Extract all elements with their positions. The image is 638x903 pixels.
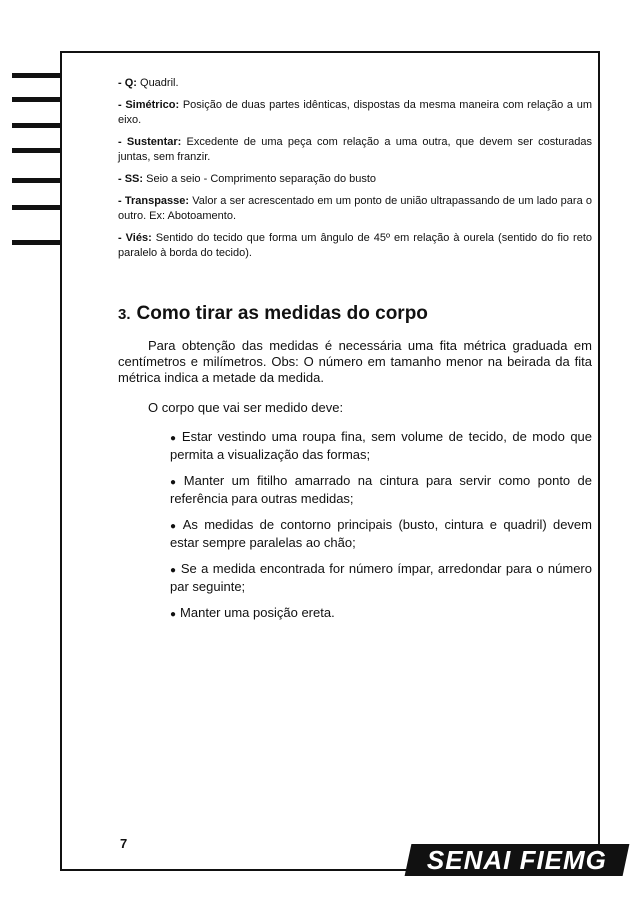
bullet-icon: ● xyxy=(170,433,178,444)
definition-text: Sentido do tecido que forma um ângulo de 45º em relação à ourela (sentido do fio reto paralelo à borda do tecido). xyxy=(118,232,592,259)
binder-tab-4 xyxy=(12,148,62,153)
list-item xyxy=(170,561,592,595)
logo-text: SENAI FIEMG xyxy=(426,844,607,875)
binder-tab-2 xyxy=(12,97,62,102)
definition-text: Valor a ser acrescentado em um ponto de união ultrapassando de um lado para o outro. Ex: Abotoamento. xyxy=(118,195,593,222)
definition-term: - Transpasse: xyxy=(118,195,190,207)
definition-term: - Simétrico: xyxy=(118,99,180,111)
requirements-list xyxy=(170,429,592,623)
page-number: 7 xyxy=(120,836,128,851)
bullet-icon: ● xyxy=(170,609,177,620)
list-item-text: As medidas de contorno principais (busto, cintura e quadril) devem estar sempre paralelas ao chão; xyxy=(170,517,592,550)
definition-text: Excedente de uma peça com relação a uma outra, que devem ser costuradas juntas, sem franzir. xyxy=(118,136,592,163)
senai-fiemg-logo xyxy=(405,844,630,876)
definition-term: - Viés: xyxy=(118,232,152,244)
definition-vies xyxy=(118,231,592,261)
binder-tab-5 xyxy=(12,178,62,183)
binder-tab-3 xyxy=(12,123,62,128)
page-content xyxy=(118,76,592,633)
binder-tab-1 xyxy=(12,73,62,78)
bullet-icon: ● xyxy=(170,477,180,488)
section-intro: O corpo que vai ser medido deve: xyxy=(148,400,344,415)
definition-term: - SS: xyxy=(118,173,144,185)
list-item xyxy=(170,473,592,507)
list-item xyxy=(170,605,592,623)
definition-text: Posição de duas partes idênticas, dispostas da mesma maneira com relação a um eixo. xyxy=(118,99,592,126)
list-item xyxy=(170,429,592,463)
definition-text: Seio a seio - Comprimento separação do busto xyxy=(143,173,377,185)
section-paragraph: Para obtenção das medidas é necessária uma fita métrica graduada em centímetros e milímetros. Obs: O número em tamanho menor na beirada da fita métrica indica a metade da medida. xyxy=(118,338,592,385)
bullet-icon: ● xyxy=(170,565,177,576)
list-item-text: Manter um fitilho amarrado na cintura para servir como ponto de referência para outras medidas; xyxy=(170,473,592,506)
list-item xyxy=(170,517,592,551)
list-item-text: Manter uma posição ereta. xyxy=(180,605,335,620)
section-number: 3. xyxy=(118,306,131,323)
definition-term: - Sustentar: xyxy=(118,136,182,148)
binder-tab-6 xyxy=(12,205,62,210)
section-title xyxy=(118,303,592,326)
definition-sustentar xyxy=(118,135,592,165)
list-item-text: Estar vestindo uma roupa fina, sem volume de tecido, de modo que permita a visualização das formas; xyxy=(170,429,593,462)
section-title-text: Como tirar as medidas do corpo xyxy=(136,303,428,324)
definition-term: - Q: xyxy=(118,77,137,89)
definition-q xyxy=(118,76,592,91)
bullet-icon: ● xyxy=(170,521,179,532)
definition-transpasse xyxy=(118,194,592,224)
list-item-text: Se a medida encontrada for número ímpar, arredondar para o número par seguinte; xyxy=(170,561,592,594)
definition-text: Quadril. xyxy=(136,77,179,89)
binder-tab-7 xyxy=(12,240,62,245)
definition-ss xyxy=(118,172,592,187)
definition-simetrico xyxy=(118,98,592,128)
